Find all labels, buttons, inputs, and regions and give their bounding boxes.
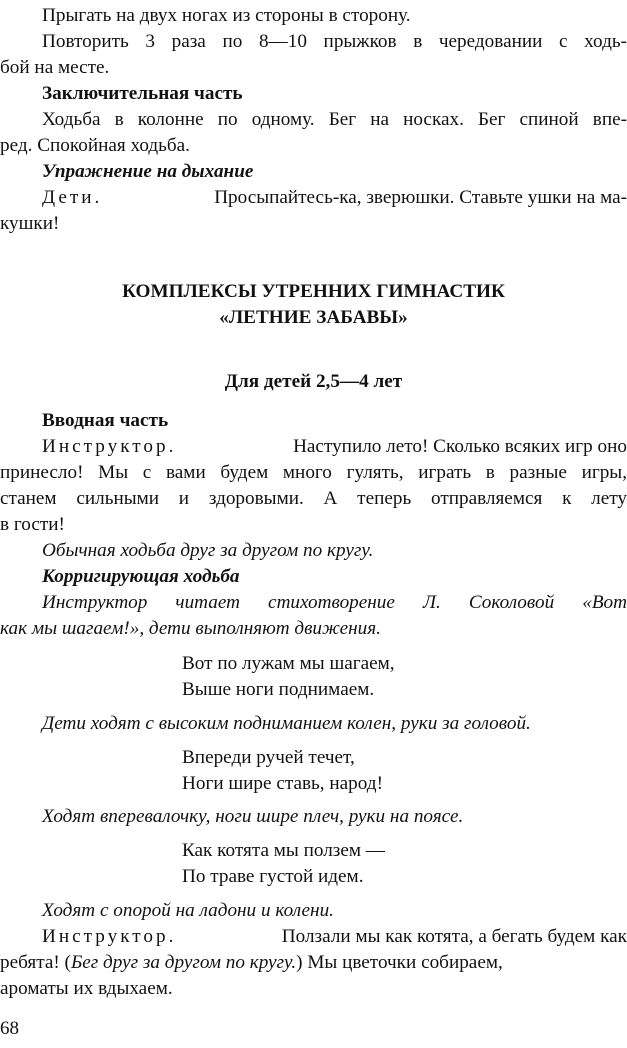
text-line: принесло! Мы с вами будем много гулять, играть в разные игры, bbox=[0, 462, 627, 483]
verse-line: Впереди ручей течет, bbox=[182, 747, 355, 768]
stage-direction: Обычная ходьба друг за другом по кругу. bbox=[42, 540, 374, 561]
text-line: кушки! bbox=[0, 213, 60, 234]
verse-line: По траве густой идем. bbox=[182, 866, 364, 887]
verse-line: Выше ноги поднимаем. bbox=[182, 679, 375, 700]
stage-direction: Ходят с опорой на ладони и колени. bbox=[42, 900, 334, 921]
text-line: Дети. Просыпайтесь-ка, зверюшки. Ставьте ушки на ма- bbox=[42, 185, 627, 211]
chapter-title: КОМПЛЕКСЫ УТРЕННИХ ГИМНАСТИК bbox=[122, 281, 505, 302]
section-heading: Корригирующая ходьба bbox=[42, 566, 240, 587]
speaker-label: Инструктор. bbox=[42, 436, 177, 457]
text-line: в гости! bbox=[0, 514, 65, 535]
section-heading: Вводная часть bbox=[42, 410, 169, 431]
stage-direction: Бег друг за другом по кругу. bbox=[70, 952, 297, 973]
text-line: ребята! (Бег друг за другом по кругу.) Мы цветочки собираем, bbox=[0, 952, 503, 973]
speaker-label: Дети. bbox=[42, 187, 103, 208]
text-line: Ходьба в колонне по одному. Бег на носках. Бег спиной впе- bbox=[42, 109, 627, 130]
page-number: 68 bbox=[0, 1018, 19, 1039]
text-line: бой на месте. bbox=[0, 57, 110, 78]
text-line: Инструктор. Ползали мы как котята, а бегать будем как bbox=[42, 924, 627, 950]
stage-direction: Ходят вперевалочку, ноги шире плеч, руки на поясе. bbox=[42, 806, 464, 827]
section-heading: Заключительная часть bbox=[42, 83, 243, 104]
verse-line: Как котята мы ползем — bbox=[182, 840, 385, 861]
text-line: станем сильными и здоровыми. А теперь отправляемся к лету bbox=[0, 488, 627, 509]
stage-direction: Инструктор читает стихотворение Л. Соколовой «Вот bbox=[42, 592, 627, 613]
verse-line: Ноги шире ставь, народ! bbox=[182, 773, 383, 794]
age-group-title: Для детей 2,5—4 лет bbox=[224, 371, 403, 392]
stage-direction: как мы шагаем!», дети выполняют движения. bbox=[0, 618, 381, 639]
verse-line: Вот по лужам мы шагаем, bbox=[182, 653, 395, 674]
text-line: Повторить 3 раза по 8—10 прыжков в чередовании с ходь- bbox=[42, 31, 627, 52]
speaker-label: Инструктор. bbox=[42, 926, 177, 947]
text-line: ароматы их вдыхаем. bbox=[0, 978, 173, 999]
text-line: ред. Спокойная ходьба. bbox=[0, 135, 190, 156]
text-line: Инструктор. Наступило лето! Сколько всяких игр оно bbox=[42, 434, 627, 460]
section-heading: Упражнение на дыхание bbox=[42, 161, 254, 182]
chapter-subtitle: «ЛЕТНИЕ ЗАБАВЫ» bbox=[219, 307, 408, 328]
text-line: Прыгать на двух ногах из стороны в сторону. bbox=[42, 5, 411, 26]
stage-direction: Дети ходят с высоким подниманием колен, руки за головой. bbox=[42, 713, 531, 734]
